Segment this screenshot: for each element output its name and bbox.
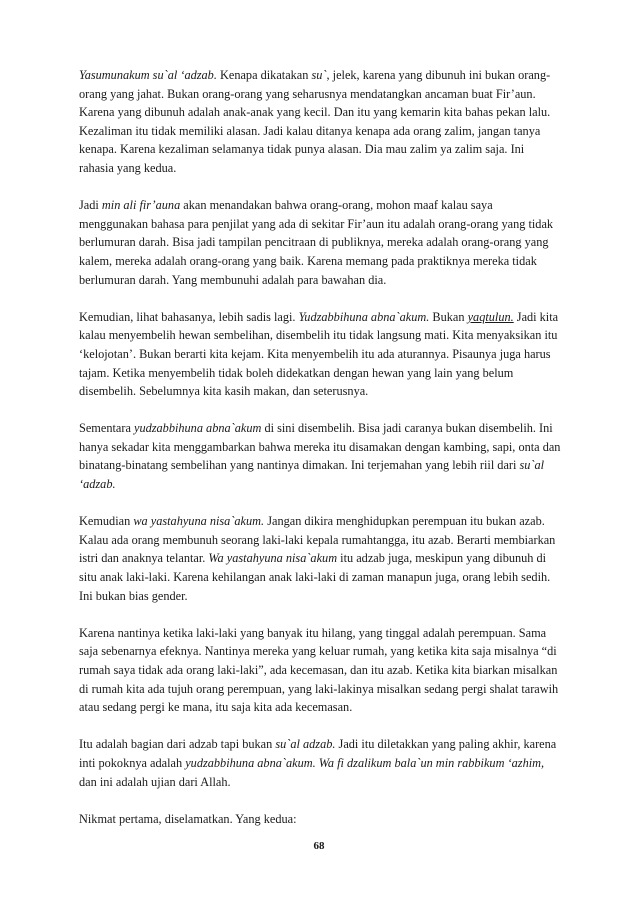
paragraph: Nikmat pertama, diselamatkan. Yang kedua: bbox=[79, 811, 297, 826]
paragraph: Karena nantinya ketika laki-laki yang banyak itu hilang, yang tinggal adalah perempuan. Sama saja sebenarnya efeknya. Nantinya mereka yang keluar rumah, yang ketika kita saja misalnya “di rumah saya tidak ada orang laki-laki”, ada kecemasan, dan itu azab. Ketika kita biarkan misalkan di rumah kita ada tujuh orang perempuan, yang laki-lakinya misalkan sedang pergi shalat tarawih atau sedang pergi ke mana, itu saja kita ada kecemasan. bbox=[79, 625, 559, 715]
paragraph: Sementara yudzabbihuna abna`akum di sini disembelih. Bisa jadi caranya bukan disembelih. Ini hanya sekadar kita menggambarkan bahwa mereka itu disamakan dengan kambing, sapi, onta dan binatang-binatang sembelihan yang nantinya dimakan. Ini terjemahan yang lebih riil dari su`al ‘adzab. bbox=[79, 421, 561, 492]
italic-term: yudzabbihuna abna`akum bbox=[133, 421, 262, 436]
paragraph: Kemudian wa yastahyuna nisa`akum. Jangan dikira menghidupkan perempuan itu bukan azab. Kalau ada orang membunuh seorang laki-laki kepala rumahtangga, itu azab. Berarti membiarkan istri dan anaknya telantar. Wa yastahyuna nisa`akum itu adzab juga, meskipun yang dibunuh di situ anak laki-laki. Karena kehilangan anak laki-laki di zaman manapun juga, orang lebih sedih. Ini bukan bias gender. bbox=[79, 514, 556, 603]
body-text bbox=[79, 66, 561, 847]
italic-term: su`al ‘adzab. bbox=[79, 458, 545, 492]
italic-term: wa yastahyuna nisa`akum. bbox=[133, 514, 265, 529]
italic-term: Yasumunakum su`al ‘adzab. bbox=[79, 68, 217, 82]
italic-term: su` bbox=[311, 68, 327, 82]
italic-term: Yudzabbihuna abna`akum. bbox=[298, 309, 430, 324]
page-number: 68 bbox=[313, 840, 325, 852]
paragraph: Kemudian, lihat bahasanya, lebih sadis lagi. Yudzabbihuna abna`akum. Bukan yaqtulun. Jadi kita kalau menyembelih hewan sembelihan, disembelih itu tidak langsung mati. Kita menyaksikan itu ‘kelojotan’. Bukan berarti kita kejam. Kita menyembelih itu ada aturannya. Pisaunya juga harus tajam. Ketika menyembelih tidak boleh didekatkan dengan hewan yang lain yang belum disembelih. Sebelumnya kita kasih makan, dan seterusnya. bbox=[79, 309, 559, 399]
paragraph: Jadi min ali fir’auna akan menandakan bahwa orang-orang, mohon maaf kalau saya menggunakan bahasa para penjilat yang ada di sekitar Fir’aun itu adalah orang-orang yang tidak berlumuran darah. Bisa jadi tampilan pencitraan di publiknya, mereka adalah orang-orang yang kalem, mereka adalah orang-orang yang baik. Karena memang pada praktiknya mereka tidak berlumuran darah. Yang membunuhi adalah para bawahan dia. bbox=[79, 198, 554, 287]
italic-term: min ali fir’auna bbox=[101, 198, 181, 213]
italic-term: yaqtulun. bbox=[467, 309, 514, 324]
paragraph: Yasumunakum su`al ‘adzab. Kenapa dikatakan su`, jelek, karena yang dibunuh ini bukan orang-orang yang jahat. Bukan orang-orang yang seharusnya mendatangkan ancaman buat Fir’aun. Karena yang dibunuh adalah anak-anak yang kecil. Dan itu yang kemarin kita bahas pekan lalu. Kezaliman itu tidak memiliki alasan. Jadi kalau ditanya kenapa ada orang zalim, jangan tanya kenapa. Karena kezaliman selamanya tidak punya alasan. Dia mau zalim ya zalim saja. Ini rahasia yang kedua. bbox=[79, 68, 551, 175]
italic-term: su`al adzab. bbox=[275, 737, 336, 752]
paragraph: Itu adalah bagian dari adzab tapi bukan su`al adzab. Jadi itu diletakkan yang paling akhir, karena inti pokoknya adalah yudzabbihuna abna`akum. Wa fi dzalikum bala`un min rabbikum ‘azhim, dan ini adalah ujian dari Allah. bbox=[79, 737, 557, 789]
italic-term: Wa yastahyuna nisa`akum bbox=[208, 551, 338, 566]
italic-term: yudzabbihuna abna`akum. Wa fi dzalikum bala`un min rabbikum ‘azhim, bbox=[185, 755, 545, 770]
